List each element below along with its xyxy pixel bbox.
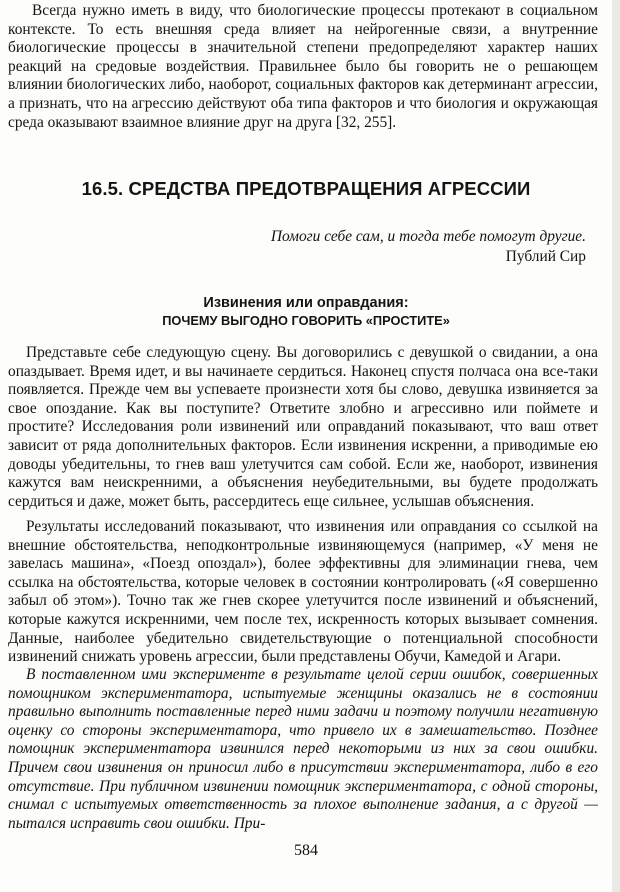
epigraph-author: Публий Сир [505, 248, 586, 265]
page-number: 584 [294, 842, 318, 859]
subsection-title: Извинения или оправдания: [203, 295, 409, 311]
epigraph-quote: Помоги себе сам, и тогда тебе помогут другие. [270, 228, 586, 245]
paragraph-1: Представьте себе следующую сцену. Вы договорились с девушкой о свидании, а она опаздывает. Время идет, и вы начинаете сердиться. Наконец спустя полчаса она все-таки появляется. Прежде чем вы успеваете произнести хотя бы слово, девушка извиняется за свое опоздание. Как вы поступите? Ответите злобно и агрессивно или поймете и простите? Исследования роли извинений или оправданий показывают, что ваш ответ зависит от ряда дополнительных факторов. Если извинения искренни, а приводимые ею доводы убедительны, то гнев ваш улетучится сам собой. Если же, наоборот, извинения кажутся вам неискренними, а объяснения неубедительными, вы будете продолжать сердиться и даже, может быть, рассердитесь еще сильнее, услышав объяснения. [8, 344, 598, 510]
subsection-subtitle: ПОЧЕМУ ВЫГОДНО ГОВОРИТЬ «ПРОСТИТЕ» [162, 313, 450, 328]
paragraph-2: Результаты исследований показывают, что извинения или оправдания со ссылкой на внешние обстоятельства, неподконтрольные извиняющемуся (например, «У меня не завелась машина», «Поезд опоздал»), более эффективны для элиминации гнева, чем ссылка на обстоятельства, которые человек в состоянии контролировать («Я совершенно забыл об этом»). Точно так же гнев скорее улетучится после извинений и объяснений, которые кажутся искренними, чем после тех, искренность которых вызывает сомнения. Данные, наиболее убедительно свидетельствующие о потенциальной способности извинений снижать уровень агрессии, были представлены Обучи, Камедой и Агари. [8, 518, 598, 666]
paragraph-top: Всегда нужно иметь в виду, что биологические процессы протекают в социальном контексте. То есть внешняя среда влияет на нейрогенные связи, а внутренние биологические процессы в значительной степени предопределяют характер наших реакций на средовые воздействия. Правильнее было бы говорить не о решающем влиянии биологических либо, наоборот, социальных факторов как детерминант агрессии, а признать, что на агрессию действуют оба типа факторов и что биология и окружающая среда оказывают взаимное влияние друг на друга [32, 255]. [8, 2, 598, 131]
section-title: 16.5. СРЕДСТВА ПРЕДОТВРАЩЕНИЯ АГРЕССИИ [81, 178, 531, 199]
paragraph-3-italic: В поставленном ими эксперименте в результате целой серии ошибок, совершенных помощником экспериментатора, испытуемые женщины оказались не в состоянии правильно выполнить поставленные перед ними задачи и поэтому получили негативную оценку со стороны экспериментатора, что привело их в замешательство. Позднее помощник экспериментатора извинился перед некоторыми из них за свои ошибки. Причем свои извинения он приносил либо в присутствии экспериментатора, либо в его отсутствие. При публичном извинении помощник экспериментатора, с одной стороны, снимал с испытуемых ответственность за плохое выполнение задания, а с другой — пытался исправить свои ошибки. При- [8, 666, 598, 832]
epigraph [271, 227, 586, 267]
page-edge-shadow [612, 0, 620, 892]
